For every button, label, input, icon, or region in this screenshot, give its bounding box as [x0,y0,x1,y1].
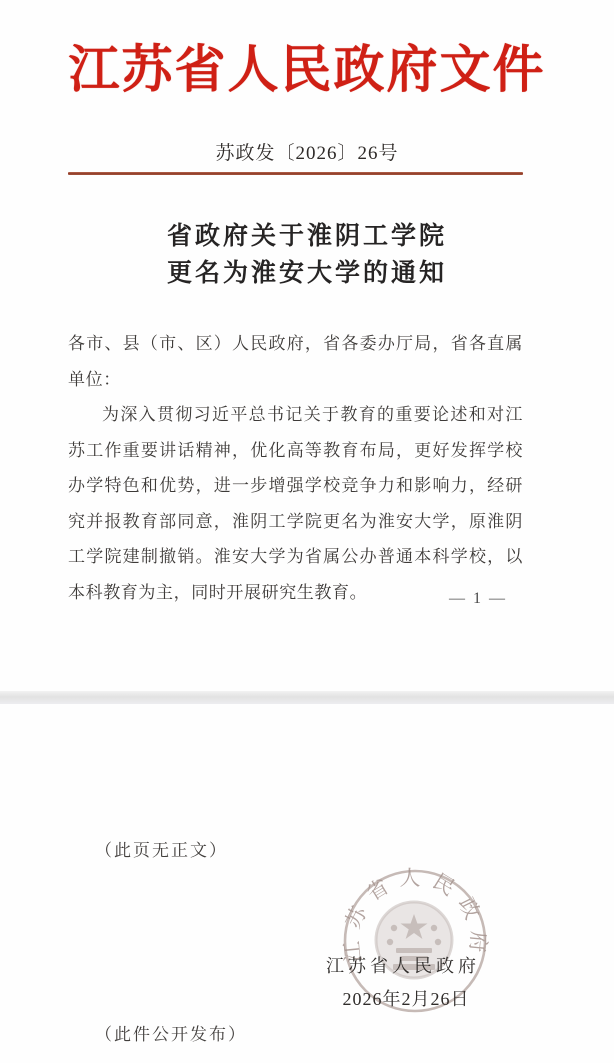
issue-date: 2026年2月26日 [342,989,470,1009]
page-number: — 1 — [449,590,507,607]
no-body-text-note: （此页无正文） [95,841,228,860]
salutation-line: 各市、县（市、区）人民政府，省各委办厅局，省各直属单位： [68,334,523,389]
document-title-line1: 省政府关于淮阴工学院 [166,223,447,250]
page-split-divider [0,691,614,704]
document-title-line2: 更名为淮安大学的通知 [166,260,447,287]
letterhead-title: 江苏省人民政府文件 [68,43,546,99]
page-2 [0,704,614,1063]
document-body [68,326,523,610]
seal-arc-text: 江苏省人民政府 [338,865,492,964]
red-separator-rule [68,172,523,175]
public-release-note: （此件公开发布） [95,1025,247,1044]
document-number: 苏政发〔2026〕26号 [215,143,399,164]
body-paragraph: 为深入贯彻习近平总书记关于教育的重要论述和对江苏工作重要讲话精神，优化高等教育布局，更好发挥学校办学特色和优势，进一步增强学校竞争力和影响力，经研究并报教育部同意，淮阴工学院更名为淮安大学，原淮阴工学院建制撤销。淮安大学为省属公办普通本科学校，以本科教育为主，同时开展研究生教育。 [68,405,523,602]
document-title [0,218,614,292]
issuer-signature: 江苏省人民政府 [326,956,480,976]
